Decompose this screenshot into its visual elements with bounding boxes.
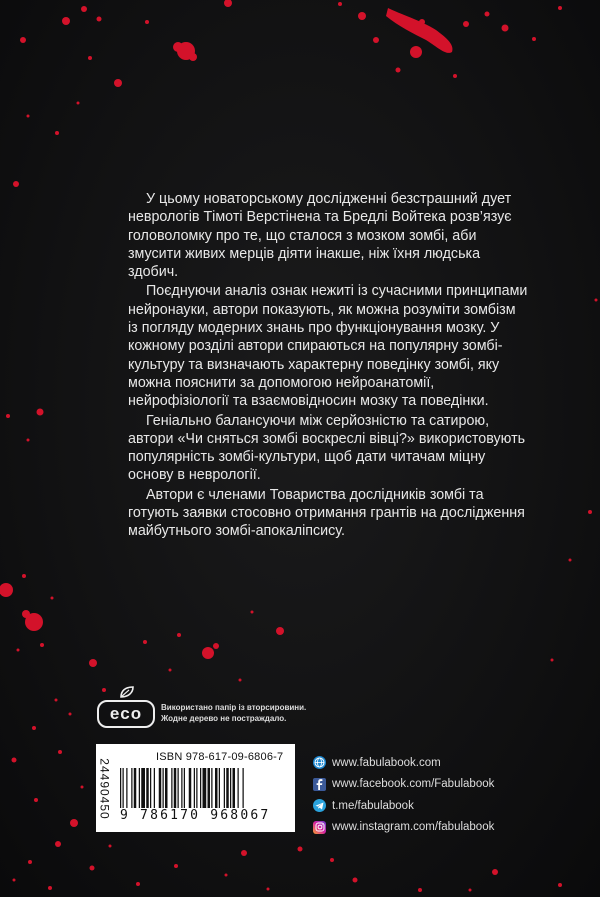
link-website-text: www.fabulabook.com bbox=[332, 756, 441, 769]
eco-line-2: Жодне дерево не постраждало. bbox=[161, 714, 287, 723]
eco-line-1: Використано папір із вторсировини. bbox=[161, 703, 307, 712]
barcode-bar bbox=[150, 768, 151, 808]
telegram-icon bbox=[313, 799, 326, 812]
barcode-bar bbox=[139, 768, 140, 808]
barcode-number: 9 786170 968067 bbox=[120, 808, 271, 823]
barcode-bar bbox=[238, 768, 239, 808]
isbn-barcode bbox=[96, 744, 295, 832]
barcode-bar bbox=[215, 768, 218, 808]
description-paragraph-3: Геніально балансуючи між серйозністю та сатирою, автори «Чи сняться зомбі воскреслі вівці?» використовують популярність зомбі-культури, щоб дати читачам міцну основу в неврології. bbox=[128, 412, 526, 484]
barcode-bar bbox=[123, 768, 124, 808]
barcode-bar bbox=[189, 768, 192, 808]
barcode-bar bbox=[233, 768, 236, 808]
side-code bbox=[97, 750, 116, 828]
barcode-bar bbox=[200, 768, 201, 808]
contact-links bbox=[313, 752, 593, 838]
barcode-bars bbox=[120, 768, 292, 808]
barcode-bar bbox=[174, 768, 177, 808]
description-paragraph-4: Автори є членами Товариства дослідників зомбі та готують заявки стосовно отримання грантів на дослідження майбутнього зомбі-апокаліпсису. bbox=[128, 486, 525, 540]
book-description bbox=[128, 190, 528, 542]
link-facebook[interactable] bbox=[313, 774, 593, 796]
barcode-bar bbox=[184, 768, 185, 808]
link-website[interactable] bbox=[313, 752, 593, 774]
eco-logo: eco bbox=[97, 700, 155, 728]
barcode-bar bbox=[224, 768, 225, 808]
eco-notice bbox=[97, 692, 397, 734]
barcode-bar bbox=[165, 768, 168, 808]
link-telegram-text: t.me/fabulabook bbox=[332, 799, 414, 812]
barcode-bar bbox=[131, 768, 132, 808]
barcode-bar bbox=[141, 768, 145, 808]
link-telegram[interactable] bbox=[313, 795, 593, 817]
description-paragraph-1: У цьому новаторському дослідженні безстрашний дует неврологів Тімоті Верстінена та Бредлі Войтека розв’язує головоломку про те, що сталося з мозком зомбі, аби змусити живих мерців діяти інакше, ніж їхня людська здобич. bbox=[128, 191, 512, 281]
barcode-bar bbox=[171, 768, 172, 808]
facebook-icon bbox=[313, 778, 326, 791]
barcode-bar bbox=[178, 768, 179, 808]
barcode-bar bbox=[126, 768, 127, 808]
barcode-bar bbox=[203, 768, 207, 808]
barcode-bar bbox=[219, 768, 220, 808]
eco-text bbox=[161, 702, 401, 724]
leaf-icon bbox=[119, 686, 135, 698]
globe-icon bbox=[313, 756, 326, 769]
barcode-bar bbox=[196, 768, 197, 808]
barcode-bar bbox=[208, 768, 211, 808]
description-paragraph-2: Поєднуючи аналіз ознак нежиті із сучасними принципами нейронауки, автори показують, як можна розуміти зомбізм із погляду модерних знань про функціонування мозку. У кожному розділі автори спираються на популярну зомбі-культуру та визначають характерну поведінку зомбі, яку можна пояснити за допомогою нейроанатомії, нейрофізіології та взаємовідносин мозку та поведінки. bbox=[128, 283, 528, 410]
barcode-bar bbox=[159, 768, 162, 808]
barcode-bar bbox=[120, 768, 121, 808]
barcode-bar bbox=[194, 768, 195, 808]
barcode-bar bbox=[181, 768, 182, 808]
barcode-bar bbox=[163, 768, 164, 808]
link-facebook-text: www.facebook.com/Fabulabook bbox=[332, 778, 495, 791]
barcode-bar bbox=[230, 768, 231, 808]
link-instagram-text: www.instagram.com/fabulabook bbox=[332, 821, 495, 834]
barcode-bar bbox=[146, 768, 149, 808]
side-code-text: 24490450 bbox=[97, 758, 112, 820]
barcode-bar bbox=[211, 768, 212, 808]
instagram-icon bbox=[313, 821, 326, 834]
barcode-bar bbox=[134, 768, 137, 808]
barcode-bar bbox=[226, 768, 229, 808]
isbn-label: ISBN 978-617-09-6806-7 bbox=[156, 751, 284, 763]
barcode-bar bbox=[154, 768, 155, 808]
link-instagram[interactable] bbox=[313, 817, 593, 839]
barcode-bar bbox=[243, 768, 244, 808]
